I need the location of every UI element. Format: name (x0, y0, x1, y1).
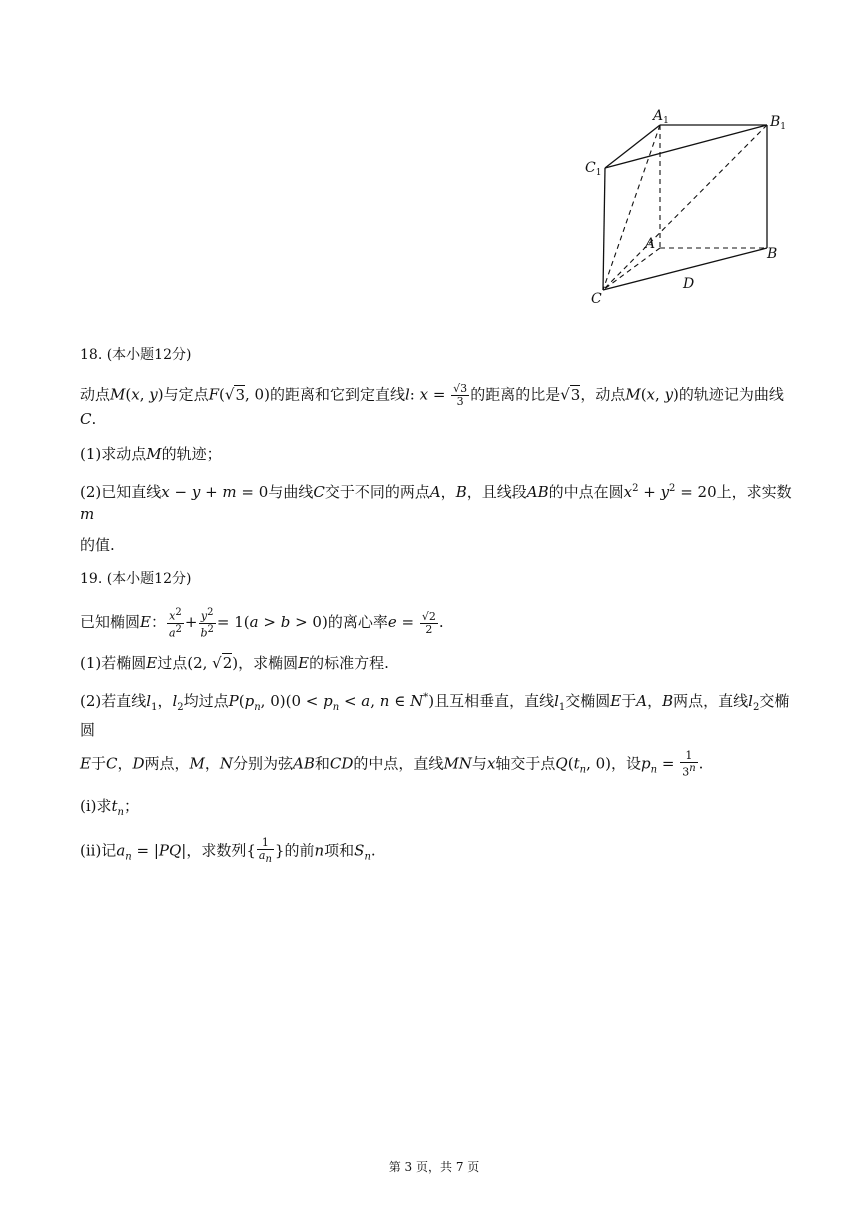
label-a1: $A_1$ (653, 108, 669, 126)
page-footer: 第 3 页，共 7 页 (388, 1160, 480, 1174)
q19-part2: (2)若直线$l_1$，$l_2$均过点$P(p_n$, $0)(0 < p_n < a$, n ∈ N*)且互相垂直，直线$l_1$交椭圆E于A，B两点，直线$l_2$交椭圆 (80, 692, 790, 740)
label-b: B (767, 246, 778, 262)
diag-a1-c (603, 125, 660, 290)
q19-part1: (1)若椭圆E过点(2, √2)，求椭圆E的标准方程. (80, 654, 389, 673)
edge-c1-c (603, 168, 605, 290)
prism-figure (575, 100, 795, 315)
q19-header: 19. (本小题12分) (80, 571, 192, 587)
label-c: C (591, 291, 602, 307)
q19-subpart-ii: (ii)记$a_n = |PQ|$，求数列{ $\frac{1}{a_n}$ }的前n项和$S_n$. (80, 835, 376, 865)
label-c1: $C_1$ (585, 160, 602, 178)
q18-part2: (2)已知直线x − y + m = 0与曲线C交于不同的两点A，B，且线段AB的中点在圆$x^2 + y^2 = 20$上，求实数m (80, 483, 792, 523)
q18-statement: 动点M(x, y)与定点F(√3, 0)的距离和它到定直线l: x = $\frac{√3}{3}$ 的距离的比是√3，动点M(x, y)的轨迹记为曲线C. (80, 382, 784, 428)
edge-c1-b1 (605, 125, 767, 168)
q19-part2-cont: E于C，D两点，M，N分别为弦AB和CD的中点，直线MN与x轴交于点$Q(t_n$, 0)，设$p_n$ = $\frac{1}{3^n}$ . (80, 749, 704, 779)
q19-statement: 已知椭圆E： $\frac{x^2}{a^2}$ + $\frac{y^2}{b^2}$ = 1(a > b > 0)的离心率e = $\frac{√2}{2}$ . (80, 607, 444, 640)
label-a: A (645, 236, 656, 252)
edge-c1-a1 (605, 125, 660, 168)
problem-content (80, 345, 792, 881)
label-d: D (683, 276, 695, 292)
q18-part2-cont: 的值. (80, 536, 115, 554)
q18-part1: (1)求动点M的轨迹； (80, 445, 222, 463)
q18-header: 18. (本小题12分) (80, 347, 192, 363)
label-b1: $B_1$ (770, 114, 787, 132)
prism-diagram (575, 100, 795, 315)
edge-a-c-hidden (603, 248, 660, 290)
q19-subpart-i: (i)求$t_n$； (80, 796, 140, 818)
